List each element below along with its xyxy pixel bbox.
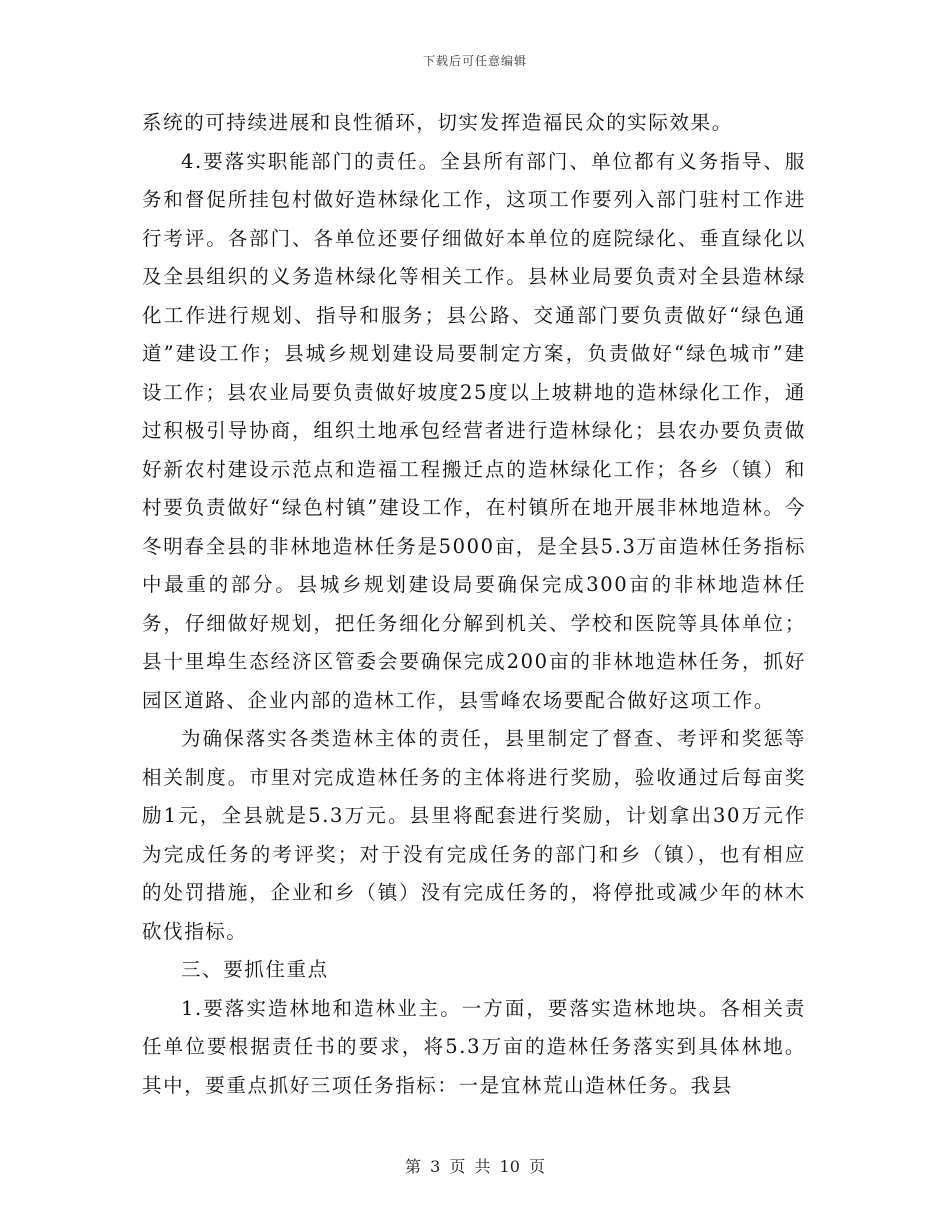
paragraph-accountability: 为确保落实各类造林主体的责任，县里制定了督查、考评和奖惩等相关制度。市里对完成造林任务的主体将进行奖励，验收通过后每亩奖励1元，全县就是5.3万元。县里将配套进行奖励，计划拿出30万元作为完成任务的考评奖；对于没有完成任务的部门和乡（镇），也有相应的处罚措施，企业和乡（镇）没有完成任务的，将停批或减少年的林木砍伐指标。 [142,727,806,943]
paragraph-continuation: 系统的可持续进展和良性循环，切实发挥造福民众的实际效果。 [142,111,733,134]
paragraph-item-4: 4.要落实职能部门的责任。全县所有部门、单位都有义务指导、服务和督促所挂包村做好造林绿化工作，这项工作要列入部门驻村工作进行考评。各部门、各单位还要仔细做好本单位的庭院绿化、垂直绿化以及全县组织的义务造林绿化等相关工作。县林业局要负责对全县造林绿化工作进行规划、指导和服务；县公路、交通部门要负责做好“绿色通道”建设工作；县城乡规划建设局要制定方案，负责做好“绿色城市”建设工作；县农业局要负责做好坡度25度以上坡耕地的造林绿化工作，通过积极引导协商，组织土地承包经营者进行造林绿化；县农办要负责做好新农村建设示范点和造福工程搬迁点的造林绿化工作；各乡（镇）和村要负责做好“绿色村镇”建设工作，在村镇所在地开展非林地造林。今冬明春全县的非林地造林任务是5000亩，是全县5.3万亩造林任务指标中最重的部分。县城乡规划建设局要确保完成300亩的非林地造林任务，仔细做好规划，把任务细化分解到机关、学校和医院等具体单位；县十里埠生态经济区管委会要确保完成200亩的非林地造林任务，抓好园区道路、企业内部的造林工作，县雪峰农场要配合做好这项工作。 [142,149,806,712]
section-heading: 三、要抓住重点 [181,958,329,981]
paragraph-item-1: 1.要落实造林地和造林业主。一方面，要落实造林地块。各相关责任单位要根据责任书的要求，将5.3万亩的造林任务落实到具体林地。其中，要重点抓好三项任务指标：一是宜林荒山造林任务。我县 [142,996,806,1097]
page-header: 下载后可任意编辑 [422,54,527,68]
page-footer: 第 3 页 共 10 页 [405,1157,545,1176]
document-body [142,104,806,1105]
